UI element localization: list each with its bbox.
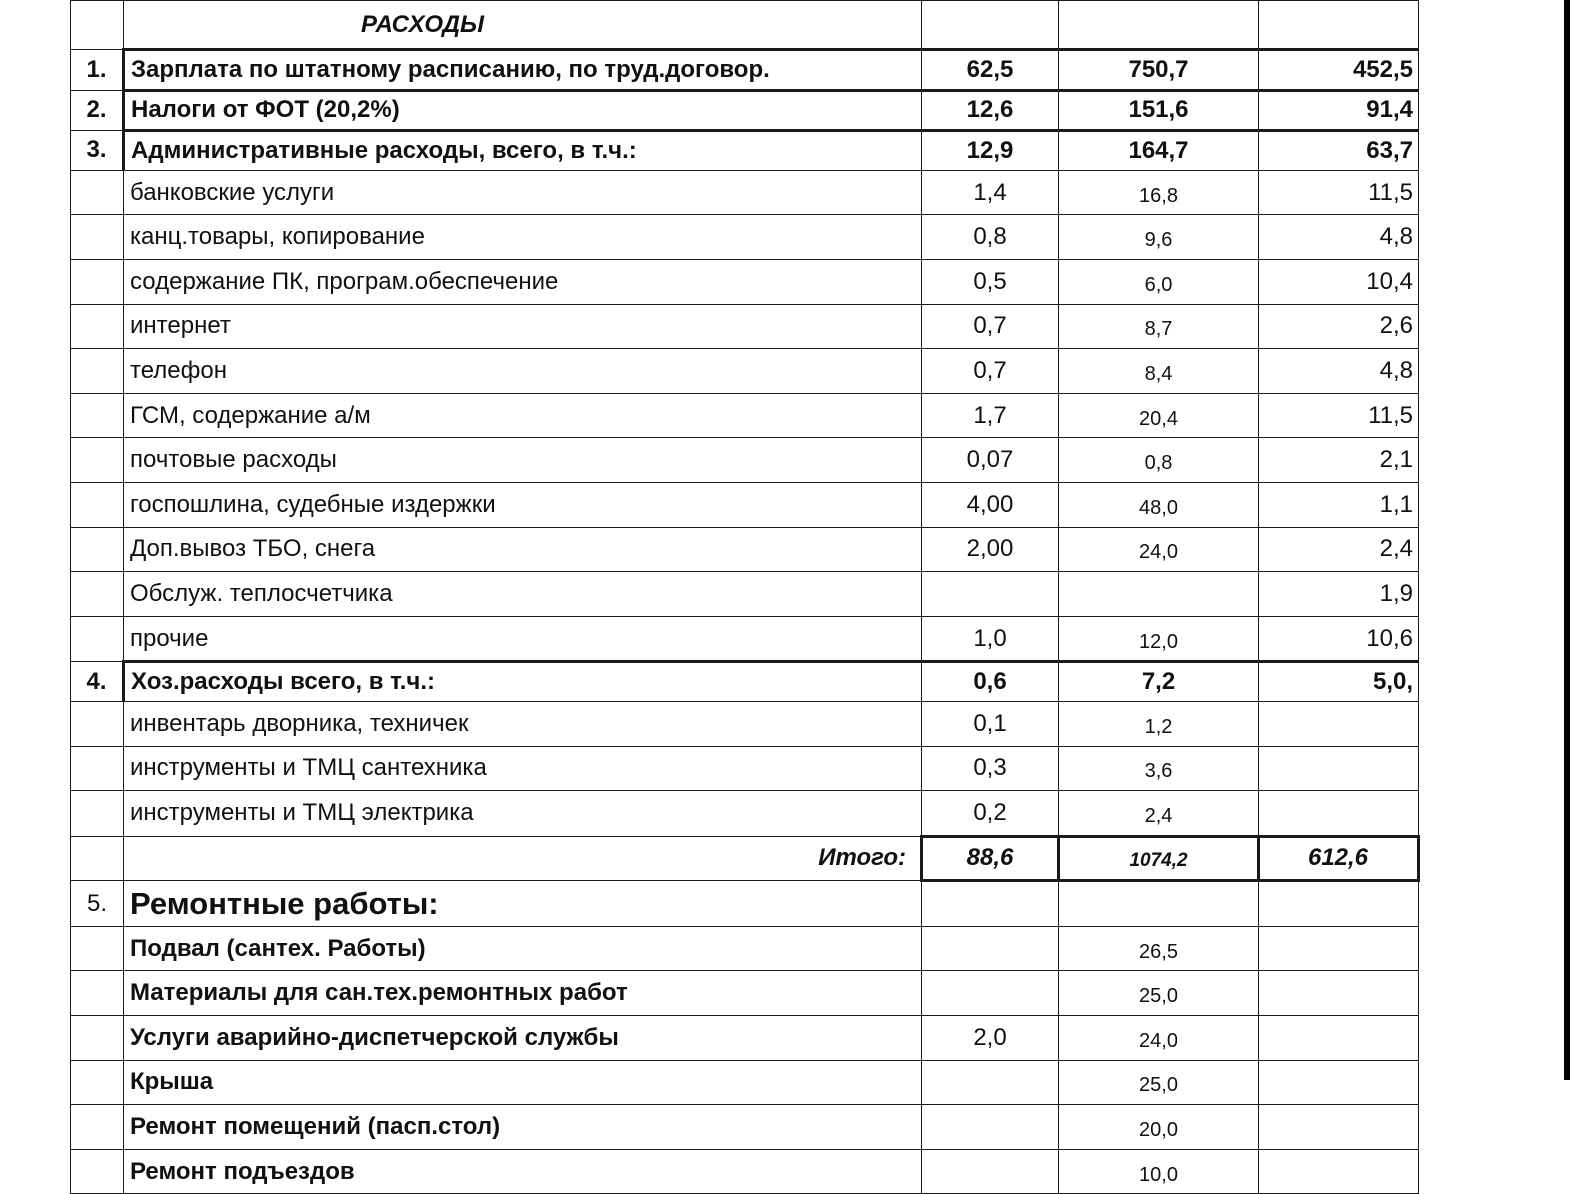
repair-value-b: 26,5 xyxy=(1059,926,1259,971)
repair-value-c xyxy=(1259,1149,1419,1194)
row-number xyxy=(71,170,124,215)
row-value-a xyxy=(922,572,1059,617)
row-name: почтовые расходы xyxy=(124,438,922,483)
row-name: ГСМ, содержание а/м xyxy=(124,393,922,438)
header-num-cell xyxy=(71,1,124,50)
table-row xyxy=(71,438,1419,483)
row-number xyxy=(71,304,124,349)
row-value-c: 10,6 xyxy=(1259,616,1419,662)
repair-name: Ремонт помещений (пасп.стол) xyxy=(124,1105,922,1150)
row-number xyxy=(71,701,124,746)
repair-num-cell xyxy=(71,971,124,1016)
row-value-a: 0,7 xyxy=(922,304,1059,349)
row-number xyxy=(71,438,124,483)
repair-num-cell xyxy=(71,1105,124,1150)
total-value-a: 88,6 xyxy=(922,836,1059,881)
table-row xyxy=(71,482,1419,527)
row-number xyxy=(71,572,124,617)
repair-value-a: 2,0 xyxy=(922,1016,1059,1061)
repair-value-b: 25,0 xyxy=(1059,971,1259,1016)
row-value-b: 9,6 xyxy=(1059,215,1259,260)
table-row xyxy=(71,215,1419,260)
row-value-b: 48,0 xyxy=(1059,482,1259,527)
row-name: инструменты и ТМЦ сантехника xyxy=(124,746,922,791)
row-name: Административные расходы, всего, в т.ч.: xyxy=(124,131,922,171)
table-row xyxy=(71,527,1419,572)
repair-value-c xyxy=(1259,971,1419,1016)
repair-row xyxy=(71,1060,1419,1105)
table-row xyxy=(71,572,1419,617)
table-row xyxy=(71,662,1419,702)
row-value-a: 12,6 xyxy=(922,90,1059,131)
table-row xyxy=(71,746,1419,791)
repair-value-a xyxy=(922,1105,1059,1150)
row-number xyxy=(71,393,124,438)
row-name: прочие xyxy=(124,616,922,662)
section-cell-c xyxy=(1259,881,1419,927)
repair-row xyxy=(71,1105,1419,1150)
row-value-a: 1,4 xyxy=(922,170,1059,215)
row-name: банковские услуги xyxy=(124,170,922,215)
repair-value-c xyxy=(1259,1016,1419,1061)
repair-value-c xyxy=(1259,1105,1419,1150)
repair-value-a xyxy=(922,1060,1059,1105)
row-value-b: 151,6 xyxy=(1059,90,1259,131)
total-value-b: 1074,2 xyxy=(1059,836,1259,881)
row-value-b: 750,7 xyxy=(1059,50,1259,91)
row-value-b: 24,0 xyxy=(1059,527,1259,572)
row-value-c: 10,4 xyxy=(1259,259,1419,304)
expenses-table xyxy=(70,0,1420,1194)
row-name: Зарплата по штатному расписанию, по труд.договор. xyxy=(124,50,922,91)
row-value-a: 4,00 xyxy=(922,482,1059,527)
row-name: инструменты и ТМЦ электрика xyxy=(124,791,922,837)
table-row xyxy=(71,259,1419,304)
repair-row xyxy=(71,1016,1419,1061)
repair-row xyxy=(71,1149,1419,1194)
row-value-a: 0,7 xyxy=(922,349,1059,394)
row-value-b: 20,4 xyxy=(1059,393,1259,438)
row-value-b: 2,4 xyxy=(1059,791,1259,837)
section-title: РАСХОДЫ xyxy=(124,1,922,50)
row-value-c: 1,1 xyxy=(1259,482,1419,527)
repair-row xyxy=(71,971,1419,1016)
repair-value-b: 10,0 xyxy=(1059,1149,1259,1194)
row-name: Налоги от ФОТ (20,2%) xyxy=(124,90,922,131)
row-number xyxy=(71,482,124,527)
row-name: интернет xyxy=(124,304,922,349)
repair-value-b: 20,0 xyxy=(1059,1105,1259,1150)
table-row xyxy=(71,791,1419,837)
repair-num-cell xyxy=(71,1149,124,1194)
row-value-b: 7,2 xyxy=(1059,662,1259,702)
row-value-c: 1,9 xyxy=(1259,572,1419,617)
row-value-b: 8,7 xyxy=(1059,304,1259,349)
row-value-a: 12,9 xyxy=(922,131,1059,171)
table-row xyxy=(71,393,1419,438)
row-value-a: 0,2 xyxy=(922,791,1059,837)
row-value-b: 0,8 xyxy=(1059,438,1259,483)
row-value-c: 4,8 xyxy=(1259,349,1419,394)
row-value-c xyxy=(1259,791,1419,837)
row-value-b: 1,2 xyxy=(1059,701,1259,746)
table-row xyxy=(71,701,1419,746)
row-number: 1. xyxy=(71,50,124,91)
table-row xyxy=(71,349,1419,394)
row-value-c: 63,7 xyxy=(1259,131,1419,171)
row-value-a: 62,5 xyxy=(922,50,1059,91)
repair-value-c xyxy=(1259,1060,1419,1105)
repair-num-cell xyxy=(71,1060,124,1105)
header-row xyxy=(71,1,1419,50)
header-cell-a xyxy=(922,1,1059,50)
row-number: 2. xyxy=(71,90,124,131)
repair-value-a xyxy=(922,926,1059,971)
repair-name: Подвал (сантех. Работы) xyxy=(124,926,922,971)
row-name: канц.товары, копирование xyxy=(124,215,922,260)
row-value-a: 1,7 xyxy=(922,393,1059,438)
repair-row xyxy=(71,926,1419,971)
section-heading-row xyxy=(71,881,1419,927)
row-value-a: 0,6 xyxy=(922,662,1059,702)
row-value-b: 8,4 xyxy=(1059,349,1259,394)
row-name: содержание ПК, програм.обеспечение xyxy=(124,259,922,304)
total-label: Итого: xyxy=(124,836,922,881)
row-value-c: 452,5 xyxy=(1259,50,1419,91)
row-name: Хоз.расходы всего, в т.ч.: xyxy=(124,662,922,702)
row-number xyxy=(71,527,124,572)
row-name: госпошлина, судебные издержки xyxy=(124,482,922,527)
row-value-a: 0,3 xyxy=(922,746,1059,791)
row-number xyxy=(71,791,124,837)
row-number xyxy=(71,746,124,791)
header-cell-c xyxy=(1259,1,1419,50)
table-row xyxy=(71,304,1419,349)
row-name: Доп.вывоз ТБО, снега xyxy=(124,527,922,572)
repair-name: Ремонт подъездов xyxy=(124,1149,922,1194)
row-value-b: 16,8 xyxy=(1059,170,1259,215)
repair-value-b: 24,0 xyxy=(1059,1016,1259,1061)
table-row xyxy=(71,50,1419,91)
repair-name: Услуги аварийно-диспетчерской службы xyxy=(124,1016,922,1061)
repair-value-c xyxy=(1259,926,1419,971)
row-name: инвентарь дворника, техничек xyxy=(124,701,922,746)
repair-num-cell xyxy=(71,926,124,971)
row-value-a: 1,0 xyxy=(922,616,1059,662)
header-cell-b xyxy=(1059,1,1259,50)
row-value-c: 4,8 xyxy=(1259,215,1419,260)
section-heading: Ремонтные работы: xyxy=(124,881,922,927)
row-value-c: 2,6 xyxy=(1259,304,1419,349)
row-value-a: 0,5 xyxy=(922,259,1059,304)
row-name: телефон xyxy=(124,349,922,394)
row-value-b: 3,6 xyxy=(1059,746,1259,791)
repair-name: Материалы для сан.тех.ремонтных работ xyxy=(124,971,922,1016)
row-value-a: 0,1 xyxy=(922,701,1059,746)
row-value-c: 11,5 xyxy=(1259,170,1419,215)
total-row xyxy=(71,836,1419,881)
section-cell-a xyxy=(922,881,1059,927)
total-num-cell xyxy=(71,836,124,881)
repair-value-a xyxy=(922,1149,1059,1194)
row-value-a: 0,07 xyxy=(922,438,1059,483)
table-row xyxy=(71,170,1419,215)
row-number xyxy=(71,349,124,394)
section-cell-b xyxy=(1059,881,1259,927)
scan-edge xyxy=(1564,0,1570,1080)
table-row xyxy=(71,616,1419,662)
row-number xyxy=(71,215,124,260)
section-number: 5. xyxy=(71,881,124,927)
row-value-c: 2,4 xyxy=(1259,527,1419,572)
row-value-b: 6,0 xyxy=(1059,259,1259,304)
row-value-c: 91,4 xyxy=(1259,90,1419,131)
row-value-b xyxy=(1059,572,1259,617)
repair-value-b: 25,0 xyxy=(1059,1060,1259,1105)
row-number xyxy=(71,616,124,662)
row-value-c: 5,0, xyxy=(1259,662,1419,702)
row-value-c xyxy=(1259,701,1419,746)
repair-value-a xyxy=(922,971,1059,1016)
table-row xyxy=(71,131,1419,171)
row-number: 4. xyxy=(71,662,124,702)
row-value-a: 2,00 xyxy=(922,527,1059,572)
row-number: 3. xyxy=(71,131,124,171)
row-value-c: 11,5 xyxy=(1259,393,1419,438)
row-value-b: 12,0 xyxy=(1059,616,1259,662)
total-value-c: 612,6 xyxy=(1259,836,1419,881)
table-row xyxy=(71,90,1419,131)
row-number xyxy=(71,259,124,304)
repair-num-cell xyxy=(71,1016,124,1061)
row-value-b: 164,7 xyxy=(1059,131,1259,171)
row-name: Обслуж. теплосчетчика xyxy=(124,572,922,617)
repair-name: Крыша xyxy=(124,1060,922,1105)
row-value-c xyxy=(1259,746,1419,791)
row-value-a: 0,8 xyxy=(922,215,1059,260)
row-value-c: 2,1 xyxy=(1259,438,1419,483)
